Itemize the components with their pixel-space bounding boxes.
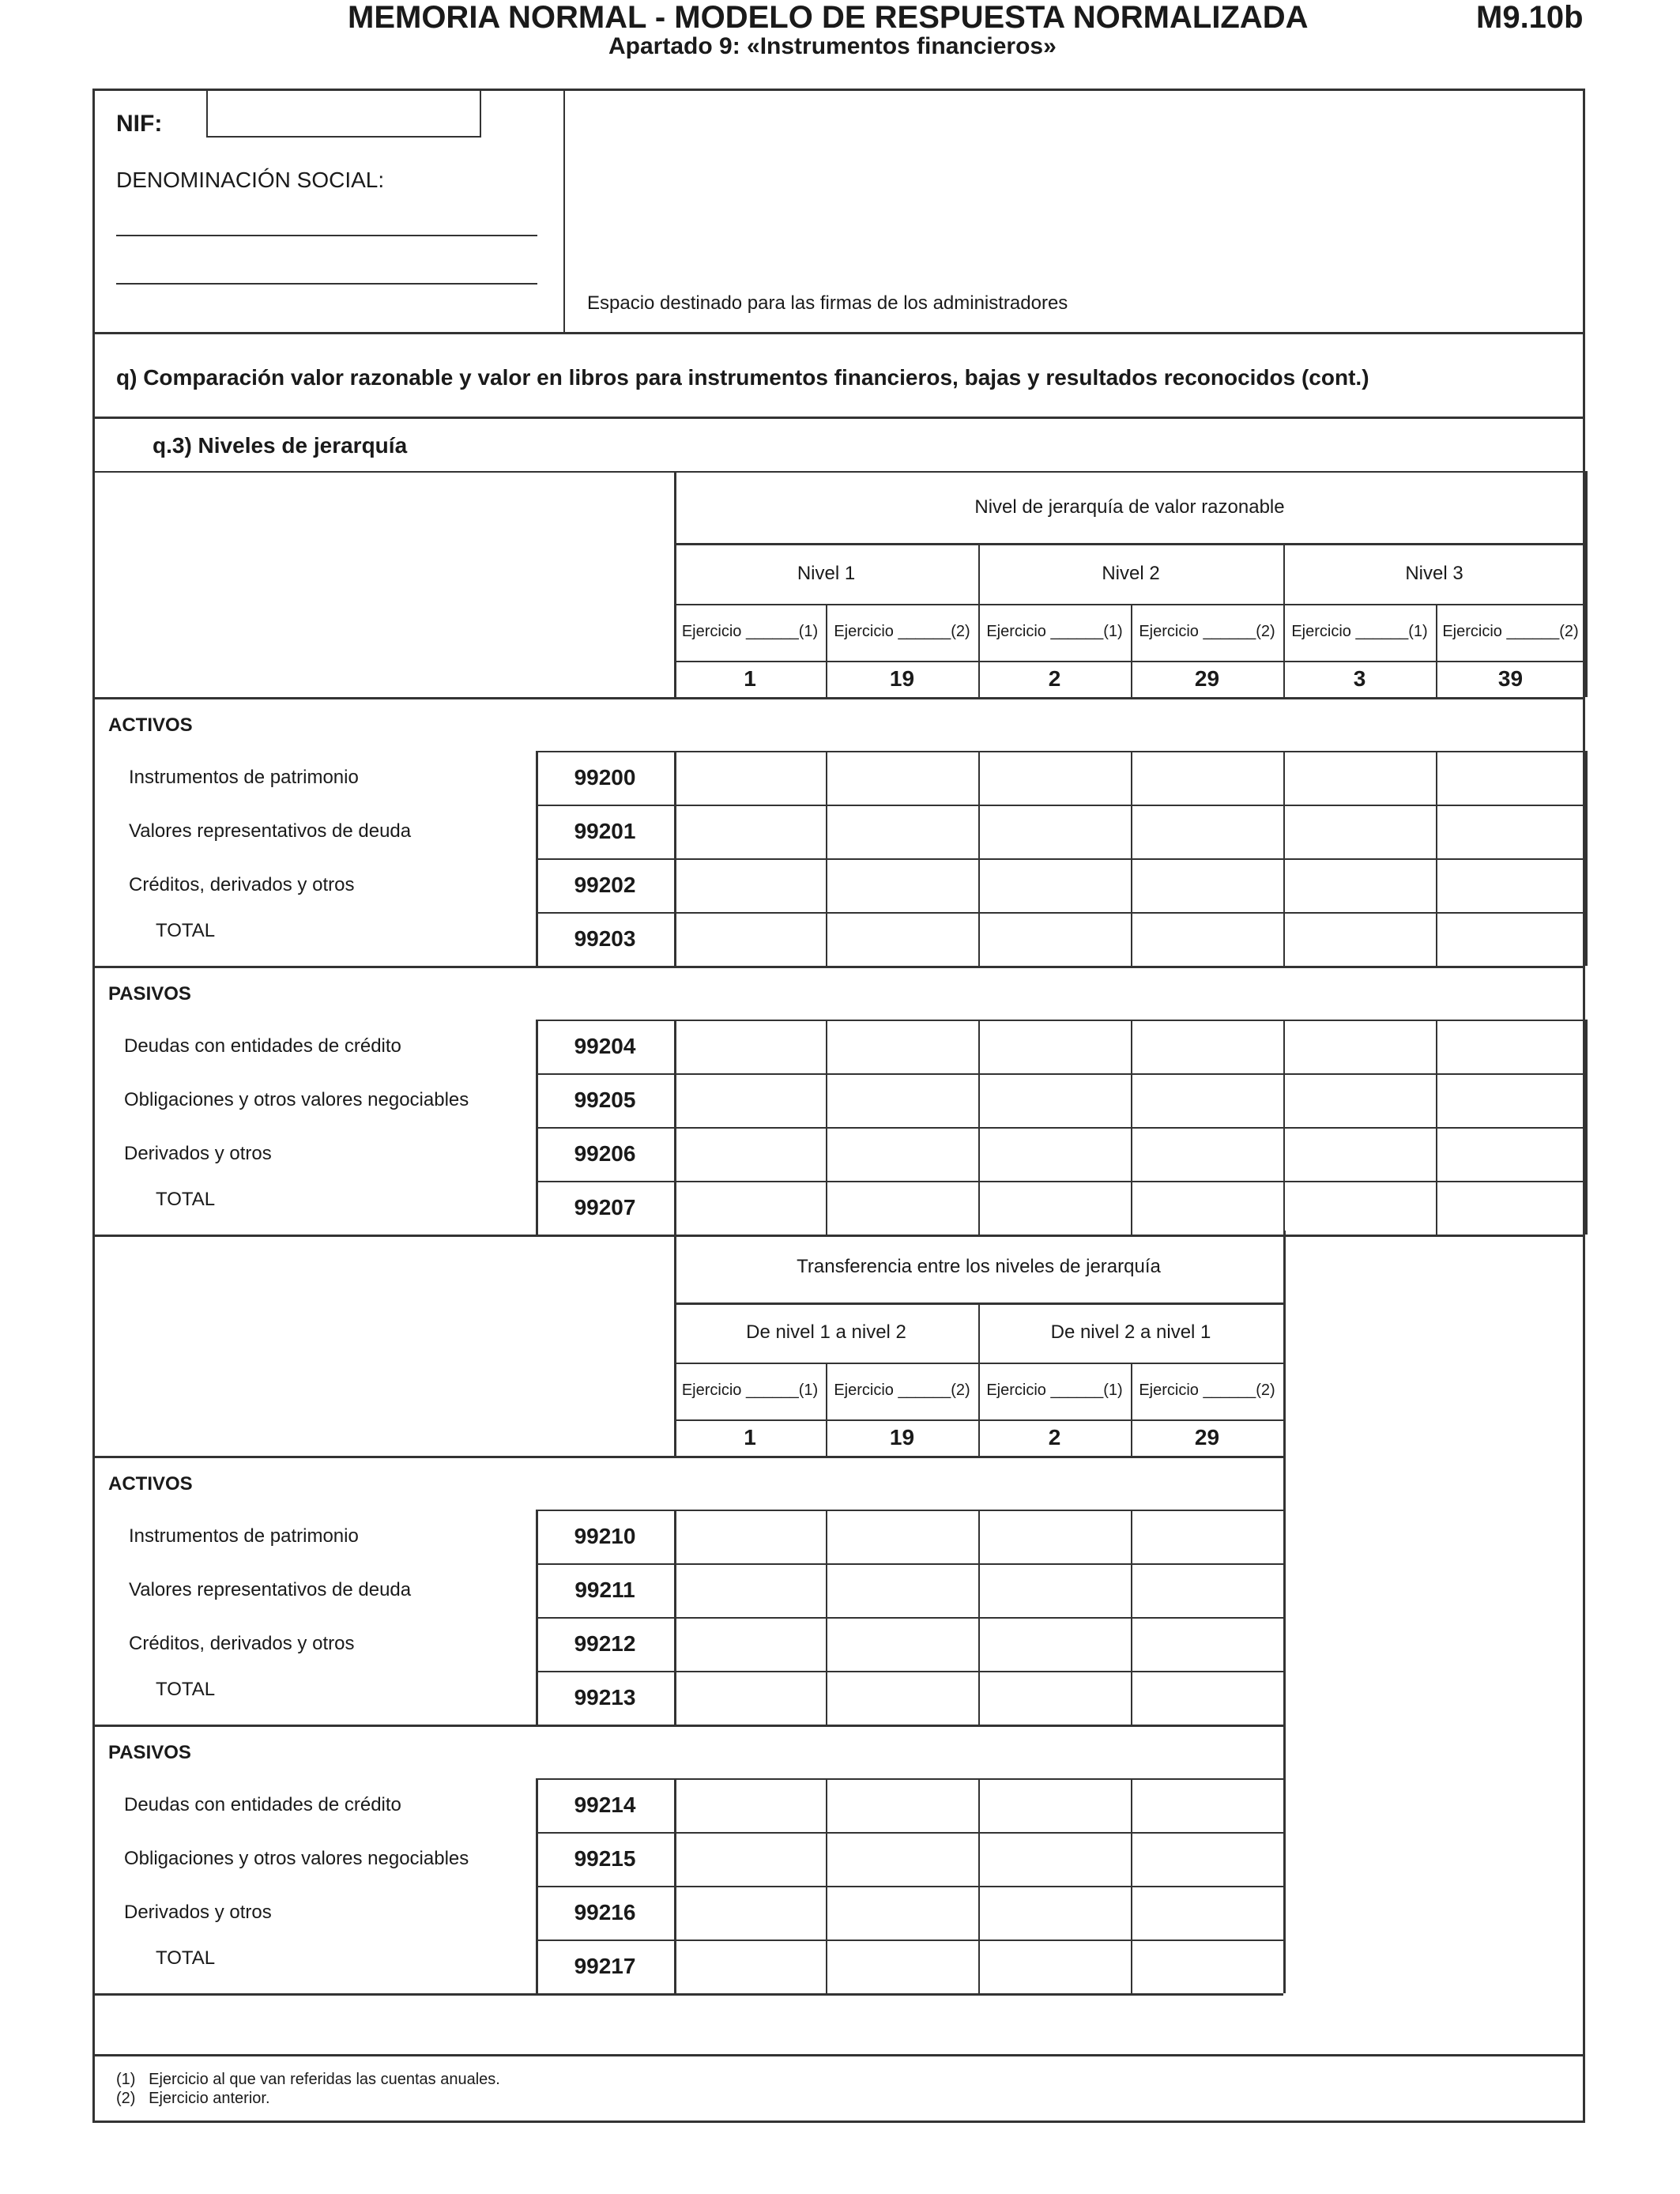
table2-value-cell[interactable] <box>827 1780 978 1832</box>
table1-ejercicio-label: Ejercicio ______(2) <box>1442 623 1579 640</box>
table2-value-cell[interactable] <box>980 1672 1131 1725</box>
table1-value-cell[interactable] <box>1437 860 1585 912</box>
table1-group-header-bottom <box>674 543 1585 545</box>
table1-ejercicio-label: Ejercicio ______(2) <box>1139 623 1275 640</box>
table1-column-code: 1 <box>744 666 756 691</box>
page-title: MEMORIA NORMAL - MODELO DE RESPUESTA NORMALIZADA <box>348 0 1309 35</box>
table1-level-header-bottom <box>674 604 1585 605</box>
table1-value-cell[interactable] <box>980 1075 1131 1127</box>
table2-value-cell[interactable] <box>676 1887 826 1940</box>
table1-column-code: 39 <box>1497 666 1524 691</box>
table1-value-cell[interactable] <box>1285 914 1436 966</box>
table2-column-divider <box>1131 1778 1132 1993</box>
table2-value-cell[interactable] <box>676 1672 826 1725</box>
table2-ejercicio-label: Ejercicio ______(1) <box>681 1382 819 1399</box>
table2-value-cell[interactable] <box>980 1941 1131 1993</box>
table1-value-cell[interactable] <box>676 1182 826 1235</box>
table1-value-cell[interactable] <box>676 806 826 858</box>
table2-row-label: Obligaciones y otros valores negociables <box>124 1848 469 1869</box>
table1-column-divider <box>826 751 827 966</box>
table1-column-divider <box>1585 1020 1588 1235</box>
table2-value-cell[interactable] <box>827 1511 978 1563</box>
table2-value-cell[interactable] <box>827 1834 978 1886</box>
table1-row-code: 99205 <box>574 1088 636 1112</box>
table2-column-code: 19 <box>889 1425 915 1449</box>
denominacion-line-2[interactable] <box>116 283 537 285</box>
footer-top <box>92 2054 1585 2056</box>
table1-header-divider <box>674 471 676 697</box>
table2-row-code: 99210 <box>574 1524 636 1548</box>
table1-ejercicio-label: Ejercicio ______(1) <box>986 623 1123 640</box>
table1-row-label: TOTAL <box>156 920 216 941</box>
table2-column-divider <box>978 1510 980 1725</box>
table1-column-divider <box>1283 751 1285 966</box>
table2-row-label: Créditos, derivados y otros <box>129 1633 355 1654</box>
table2-value-cell[interactable] <box>980 1780 1131 1832</box>
table1-column-code: 29 <box>1194 666 1220 691</box>
table2-value-cell[interactable] <box>676 1619 826 1671</box>
table1-value-cell[interactable] <box>1132 806 1283 858</box>
section-title: q) Comparación valor razonable y valor en libros para instrumentos financieros, bajas y resultados reconocidos (cont.) <box>116 365 1369 390</box>
table2-value-cell[interactable] <box>1132 1780 1283 1832</box>
table1-value-cell[interactable] <box>1437 1129 1585 1181</box>
table1-ejercicio-label: Ejercicio ______(1) <box>1291 623 1428 640</box>
table2-level-header: De nivel 1 a nivel 2 <box>746 1321 906 1343</box>
table2-column-code: 1 <box>744 1425 756 1449</box>
table1-ejercicio-label: Ejercicio ______(2) <box>834 623 970 640</box>
table1-value-cell[interactable] <box>827 1129 978 1181</box>
table2-value-cell[interactable] <box>827 1672 978 1725</box>
table1-level-header: Nivel 1 <box>797 562 856 584</box>
table1-value-cell[interactable] <box>1132 1021 1283 1073</box>
table1-row-label: Deudas con entidades de crédito <box>124 1035 401 1057</box>
table1-header-divider <box>978 543 980 697</box>
table2-column-divider <box>674 1778 676 1993</box>
table2-level-header: De nivel 2 a nivel 1 <box>1050 1321 1211 1343</box>
table2-row-label: Valores representativos de deuda <box>129 1579 412 1600</box>
table2-row-label: Derivados y otros <box>124 1902 272 1923</box>
table2-row-code: 99215 <box>574 1846 636 1871</box>
table1-code-divider <box>536 751 538 966</box>
table1-value-cell[interactable] <box>676 1021 826 1073</box>
table2-value-cell[interactable] <box>1132 1941 1283 1993</box>
denominacion-line-1[interactable] <box>116 235 537 236</box>
section-subtitle: q.3) Niveles de jerarquía <box>153 433 408 458</box>
table1-column-divider <box>1436 1020 1437 1235</box>
table2-row-code: 99214 <box>574 1793 636 1817</box>
table1-column-code: 3 <box>1353 666 1366 691</box>
table1-value-cell[interactable] <box>980 1182 1131 1235</box>
table2-value-cell[interactable] <box>676 1941 826 1993</box>
table2-column-code: 2 <box>1048 1425 1061 1449</box>
table1-value-cell[interactable] <box>827 1182 978 1235</box>
table2-right-border <box>1283 1231 1286 1993</box>
table2-value-cell[interactable] <box>1132 1834 1283 1886</box>
table1-row-label: TOTAL <box>156 1189 216 1210</box>
table2-row-code: 99213 <box>574 1685 636 1710</box>
table2-code-divider <box>536 1778 538 1993</box>
table1-value-cell[interactable] <box>1132 1129 1283 1181</box>
table1-value-cell[interactable] <box>1132 752 1283 805</box>
table1-value-cell[interactable] <box>1437 1075 1585 1127</box>
table2-value-cell[interactable] <box>1132 1619 1283 1671</box>
table1-value-cell[interactable] <box>1132 914 1283 966</box>
table2-row-code: 99217 <box>574 1954 636 1978</box>
table1-value-cell[interactable] <box>1285 1182 1436 1235</box>
table1-activos-label: ACTIVOS <box>108 714 193 736</box>
table1-column-divider <box>1283 1020 1285 1235</box>
table2-pasivos-label: PASIVOS <box>108 1742 191 1763</box>
table2-row-line <box>92 1993 1283 1996</box>
table1-row-line <box>92 1235 1585 1237</box>
table2-value-cell[interactable] <box>1132 1565 1283 1617</box>
table1-value-cell[interactable] <box>676 914 826 966</box>
table2-ejercicio-label: Ejercicio ______(1) <box>986 1382 1123 1399</box>
table1-value-cell[interactable] <box>1285 752 1436 805</box>
table2-value-cell[interactable] <box>676 1511 826 1563</box>
section-title-bottom <box>92 417 1585 419</box>
table1-column-divider <box>1585 751 1588 966</box>
table2-code-divider <box>536 1510 538 1725</box>
table2-column-divider <box>1131 1510 1132 1725</box>
table1-column-divider <box>1131 751 1132 966</box>
table2-column-divider <box>826 1778 827 1993</box>
table1-value-cell[interactable] <box>1285 806 1436 858</box>
id-block-bottom <box>92 332 1585 334</box>
table1-value-cell[interactable] <box>1285 1129 1436 1181</box>
table1-column-code: 19 <box>889 666 915 691</box>
table1-level-header: Nivel 3 <box>1405 562 1463 584</box>
table2-row-code: 99211 <box>574 1578 635 1602</box>
table2-header-divider <box>1131 1363 1132 1456</box>
table2-value-cell[interactable] <box>676 1565 826 1617</box>
table1-value-cell[interactable] <box>1437 1021 1585 1073</box>
table1-header-divider <box>826 604 827 697</box>
table2-value-cell[interactable] <box>980 1887 1131 1940</box>
table1-row-code: 99207 <box>574 1195 636 1220</box>
table1-value-cell[interactable] <box>1132 1075 1283 1127</box>
table2-row-code: 99216 <box>574 1900 636 1924</box>
table1-group-header: Nivel de jerarquía de valor razonable <box>974 496 1285 518</box>
table2-value-cell[interactable] <box>827 1887 978 1940</box>
table1-header-bottom <box>92 697 1585 699</box>
table1-row-label: Instrumentos de patrimonio <box>129 767 359 788</box>
table1-value-cell[interactable] <box>827 1021 978 1073</box>
table1-row-label: Valores representativos de deuda <box>129 820 412 842</box>
table1-ejercicio-header-bottom <box>674 661 1585 662</box>
table1-column-divider <box>978 751 980 966</box>
table1-value-cell[interactable] <box>1285 1021 1436 1073</box>
table1-value-cell[interactable] <box>980 914 1131 966</box>
table1-pasivos-label: PASIVOS <box>108 983 191 1005</box>
table1-value-cell[interactable] <box>676 860 826 912</box>
table2-row-label: TOTAL <box>156 1679 216 1700</box>
table2-row-label: TOTAL <box>156 1947 216 1969</box>
table2-row-label: Instrumentos de patrimonio <box>129 1525 359 1547</box>
table2-value-cell[interactable] <box>827 1619 978 1671</box>
table2-column-code: 29 <box>1194 1425 1220 1449</box>
table1-value-cell[interactable] <box>827 752 978 805</box>
table1-row-code: 99200 <box>574 765 636 790</box>
table1-row-code: 99201 <box>574 819 636 843</box>
table2-header-divider <box>826 1363 827 1456</box>
table1-value-cell[interactable] <box>827 914 978 966</box>
table1-value-cell[interactable] <box>1285 1075 1436 1127</box>
page-subtitle: Apartado 9: «Instrumentos financieros» <box>608 33 1057 59</box>
table2-row-line <box>92 1725 1283 1727</box>
table2-value-cell[interactable] <box>1132 1887 1283 1940</box>
table2-header-bottom <box>92 1456 1283 1458</box>
table2-value-cell[interactable] <box>980 1565 1131 1617</box>
table1-row-label: Obligaciones y otros valores negociables <box>124 1089 469 1110</box>
table2-value-cell[interactable] <box>1132 1672 1283 1725</box>
table1-row-code: 99204 <box>574 1034 636 1058</box>
table2-value-cell[interactable] <box>980 1834 1131 1886</box>
table2-ejercicio-label: Ejercicio ______(2) <box>1139 1382 1275 1399</box>
table2-row-code: 99212 <box>574 1631 636 1656</box>
table1-value-cell[interactable] <box>1285 860 1436 912</box>
table2-column-divider <box>978 1778 980 1993</box>
table1-value-cell[interactable] <box>980 1021 1131 1073</box>
table1-level-header: Nivel 2 <box>1102 562 1160 584</box>
table1-ejercicio-label: Ejercicio ______(1) <box>681 623 819 640</box>
table2-group-header: Transferencia entre los niveles de jerarquía <box>797 1255 1161 1277</box>
table1-column-divider <box>674 1020 676 1235</box>
table1-column-divider <box>1131 1020 1132 1235</box>
table1-value-cell[interactable] <box>980 860 1131 912</box>
table2-header-divider <box>674 1231 676 1456</box>
table2-ejercicio-label: Ejercicio ______(2) <box>834 1382 970 1399</box>
table1-row-label: Derivados y otros <box>124 1143 272 1164</box>
table1-value-cell[interactable] <box>980 1129 1131 1181</box>
table1-row-line <box>92 966 1585 968</box>
table1-value-cell[interactable] <box>1437 806 1585 858</box>
table1-column-divider <box>978 1020 980 1235</box>
table2-column-divider <box>826 1510 827 1725</box>
table1-value-cell[interactable] <box>980 806 1131 858</box>
table1-value-cell[interactable] <box>1437 752 1585 805</box>
table1-column-divider <box>1436 751 1437 966</box>
table1-value-cell[interactable] <box>827 1075 978 1127</box>
footnote-1: (1) Ejercicio al que van referidas las cuentas anuales. <box>116 2071 500 2088</box>
table1-row-label: Créditos, derivados y otros <box>129 874 355 895</box>
table2-value-cell[interactable] <box>980 1619 1131 1671</box>
table2-value-cell[interactable] <box>827 1565 978 1617</box>
table1-value-cell[interactable] <box>1437 914 1585 966</box>
table2-value-cell[interactable] <box>980 1511 1131 1563</box>
table1-value-cell[interactable] <box>1132 860 1283 912</box>
nif-label: NIF: <box>116 111 163 137</box>
footnote-2: (2) Ejercicio anterior. <box>116 2090 270 2107</box>
table1-header-divider <box>1585 471 1588 697</box>
table1-column-divider <box>826 1020 827 1235</box>
table1-value-cell[interactable] <box>1437 1182 1585 1235</box>
firmas-label: Espacio destinado para las firmas de los administradores <box>587 292 1068 314</box>
table1-column-code: 2 <box>1048 666 1061 691</box>
table1-row-code: 99202 <box>574 873 636 897</box>
table1-row-code: 99203 <box>574 926 636 951</box>
table2-header-divider <box>978 1302 980 1456</box>
table1-value-cell[interactable] <box>676 752 826 805</box>
table2-activos-label: ACTIVOS <box>108 1473 193 1495</box>
table2-value-cell[interactable] <box>676 1780 826 1832</box>
table1-column-divider <box>674 751 676 966</box>
id-block-divider <box>563 89 565 332</box>
table1-value-cell[interactable] <box>1132 1182 1283 1235</box>
table2-value-cell[interactable] <box>676 1834 826 1886</box>
table2-row-label: Deudas con entidades de crédito <box>124 1794 401 1815</box>
table1-value-cell[interactable] <box>827 860 978 912</box>
table2-column-divider <box>674 1510 676 1725</box>
table1-value-cell[interactable] <box>980 752 1131 805</box>
table2-value-cell[interactable] <box>1132 1511 1283 1563</box>
form-code: M9.10b <box>1476 0 1584 35</box>
table1-header-divider <box>1131 604 1132 697</box>
table1-header-divider <box>1283 543 1285 697</box>
nif-field[interactable] <box>206 89 481 138</box>
section-subtitle-bottom <box>92 471 1585 473</box>
table1-row-code: 99206 <box>574 1141 636 1166</box>
table1-value-cell[interactable] <box>676 1075 826 1127</box>
table1-value-cell[interactable] <box>827 806 978 858</box>
table1-value-cell[interactable] <box>676 1129 826 1181</box>
table1-header-divider <box>1436 604 1437 697</box>
table2-value-cell[interactable] <box>827 1941 978 1993</box>
denominacion-label: DENOMINACIÓN SOCIAL: <box>116 168 385 192</box>
table1-code-divider <box>536 1020 538 1235</box>
